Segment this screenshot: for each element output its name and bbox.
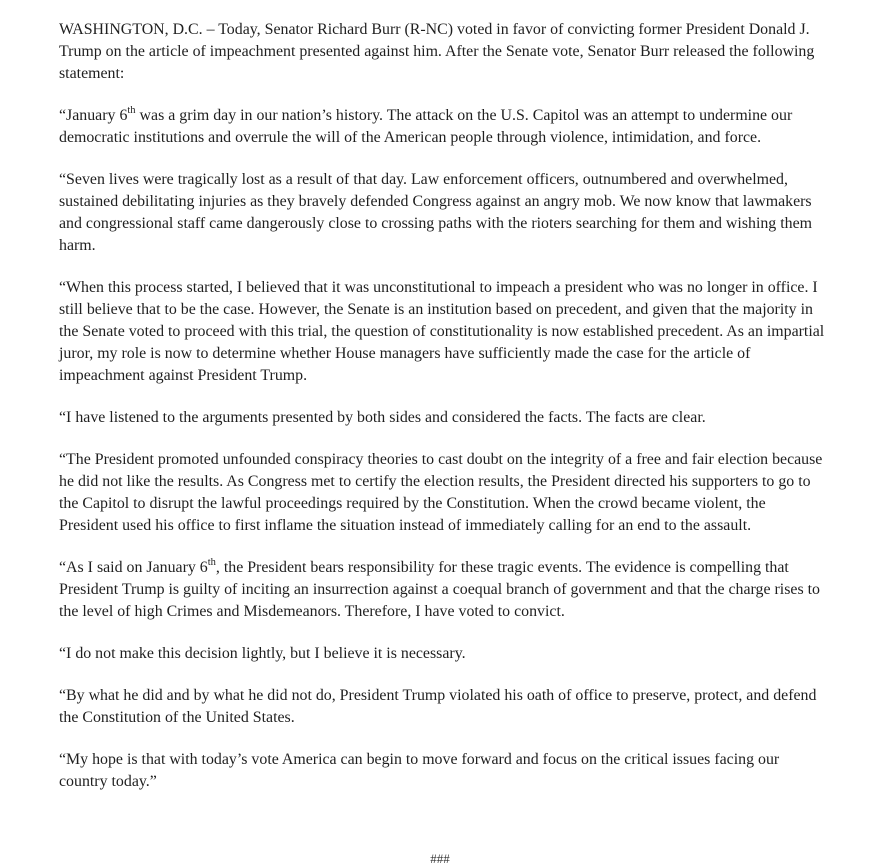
ordinal-suffix: th [127,104,136,116]
quote-paragraph-5: “The President promoted unfounded conspiracy theories to cast doubt on the integrity of a free and fair election because he did not like the results. As Congress met to certify the election results, the President directed his supporters to go to the Capitol to disrupt the lawful proceedings required by the Constitution. When the crowd became violent, the President used his office to first inflame the situation instead of immediately calling for an end to the assault. [59,451,823,534]
quote-paragraph-8: “By what he did and by what he did not do, President Trump violated his oath of office to preserve, protect, and defend the Constitution of the United States. [59,687,817,726]
quote-paragraph-7: “I do not make this decision lightly, but I believe it is necessary. [59,645,466,662]
press-statement [59,19,827,793]
quote-1-start: “January 6 [59,107,128,124]
quote-paragraph-4: “I have listened to the arguments presented by both sides and considered the facts. The facts are clear. [59,409,706,426]
end-of-release-mark: ### [430,851,450,866]
quote-paragraph-1 [59,105,827,149]
quote-paragraph-9: “My hope is that with today’s vote America can begin to move forward and focus on the critical issues facing our country today.” [59,751,780,790]
quote-1-rest: was a grim day in our nation’s history. The attack on the U.S. Capitol was an attempt to undermine our democratic institutions and overrule the will of the American people through violence, intimidation, and force. [59,107,793,146]
quote-paragraph-3: “When this process started, I believed that it was unconstitutional to impeach a president who was no longer in office. I still believe that to be the case. However, the Senate is an institution based on precedent, and given that the majority in the Senate voted to proceed with this trial, the question of constitutionality is now established precedent. As an impartial juror, my role is now to determine whether House managers have sufficiently made the case for the article of impeachment against President Trump. [59,279,825,384]
quote-6-rest: , the President bears responsibility for these tragic events. The evidence is compelling that President Trump is guilty of inciting an insurrection against a coequal branch of government and that the charge rises to the level of high Crimes and Misdemeanors. Therefore, I have voted to convict. [59,559,820,620]
quote-6-start: “As I said on January 6 [59,559,208,576]
intro-paragraph: WASHINGTON, D.C. – Today, Senator Richard Burr (R-NC) voted in favor of convicting former President Donald J. Trump on the article of impeachment presented against him. After the Senate vote, Senator Burr released the following statement: [59,21,815,82]
quote-paragraph-6 [59,557,827,623]
ordinal-suffix: th [207,556,216,568]
quote-paragraph-2: “Seven lives were tragically lost as a result of that day. Law enforcement officers, outnumbered and overwhelmed, sustained debilitating injuries as they bravely defended Congress against an angry mob. We now know that lawmakers and congressional staff came dangerously close to crossing paths with the rioters searching for them and wishing them harm. [59,171,812,254]
